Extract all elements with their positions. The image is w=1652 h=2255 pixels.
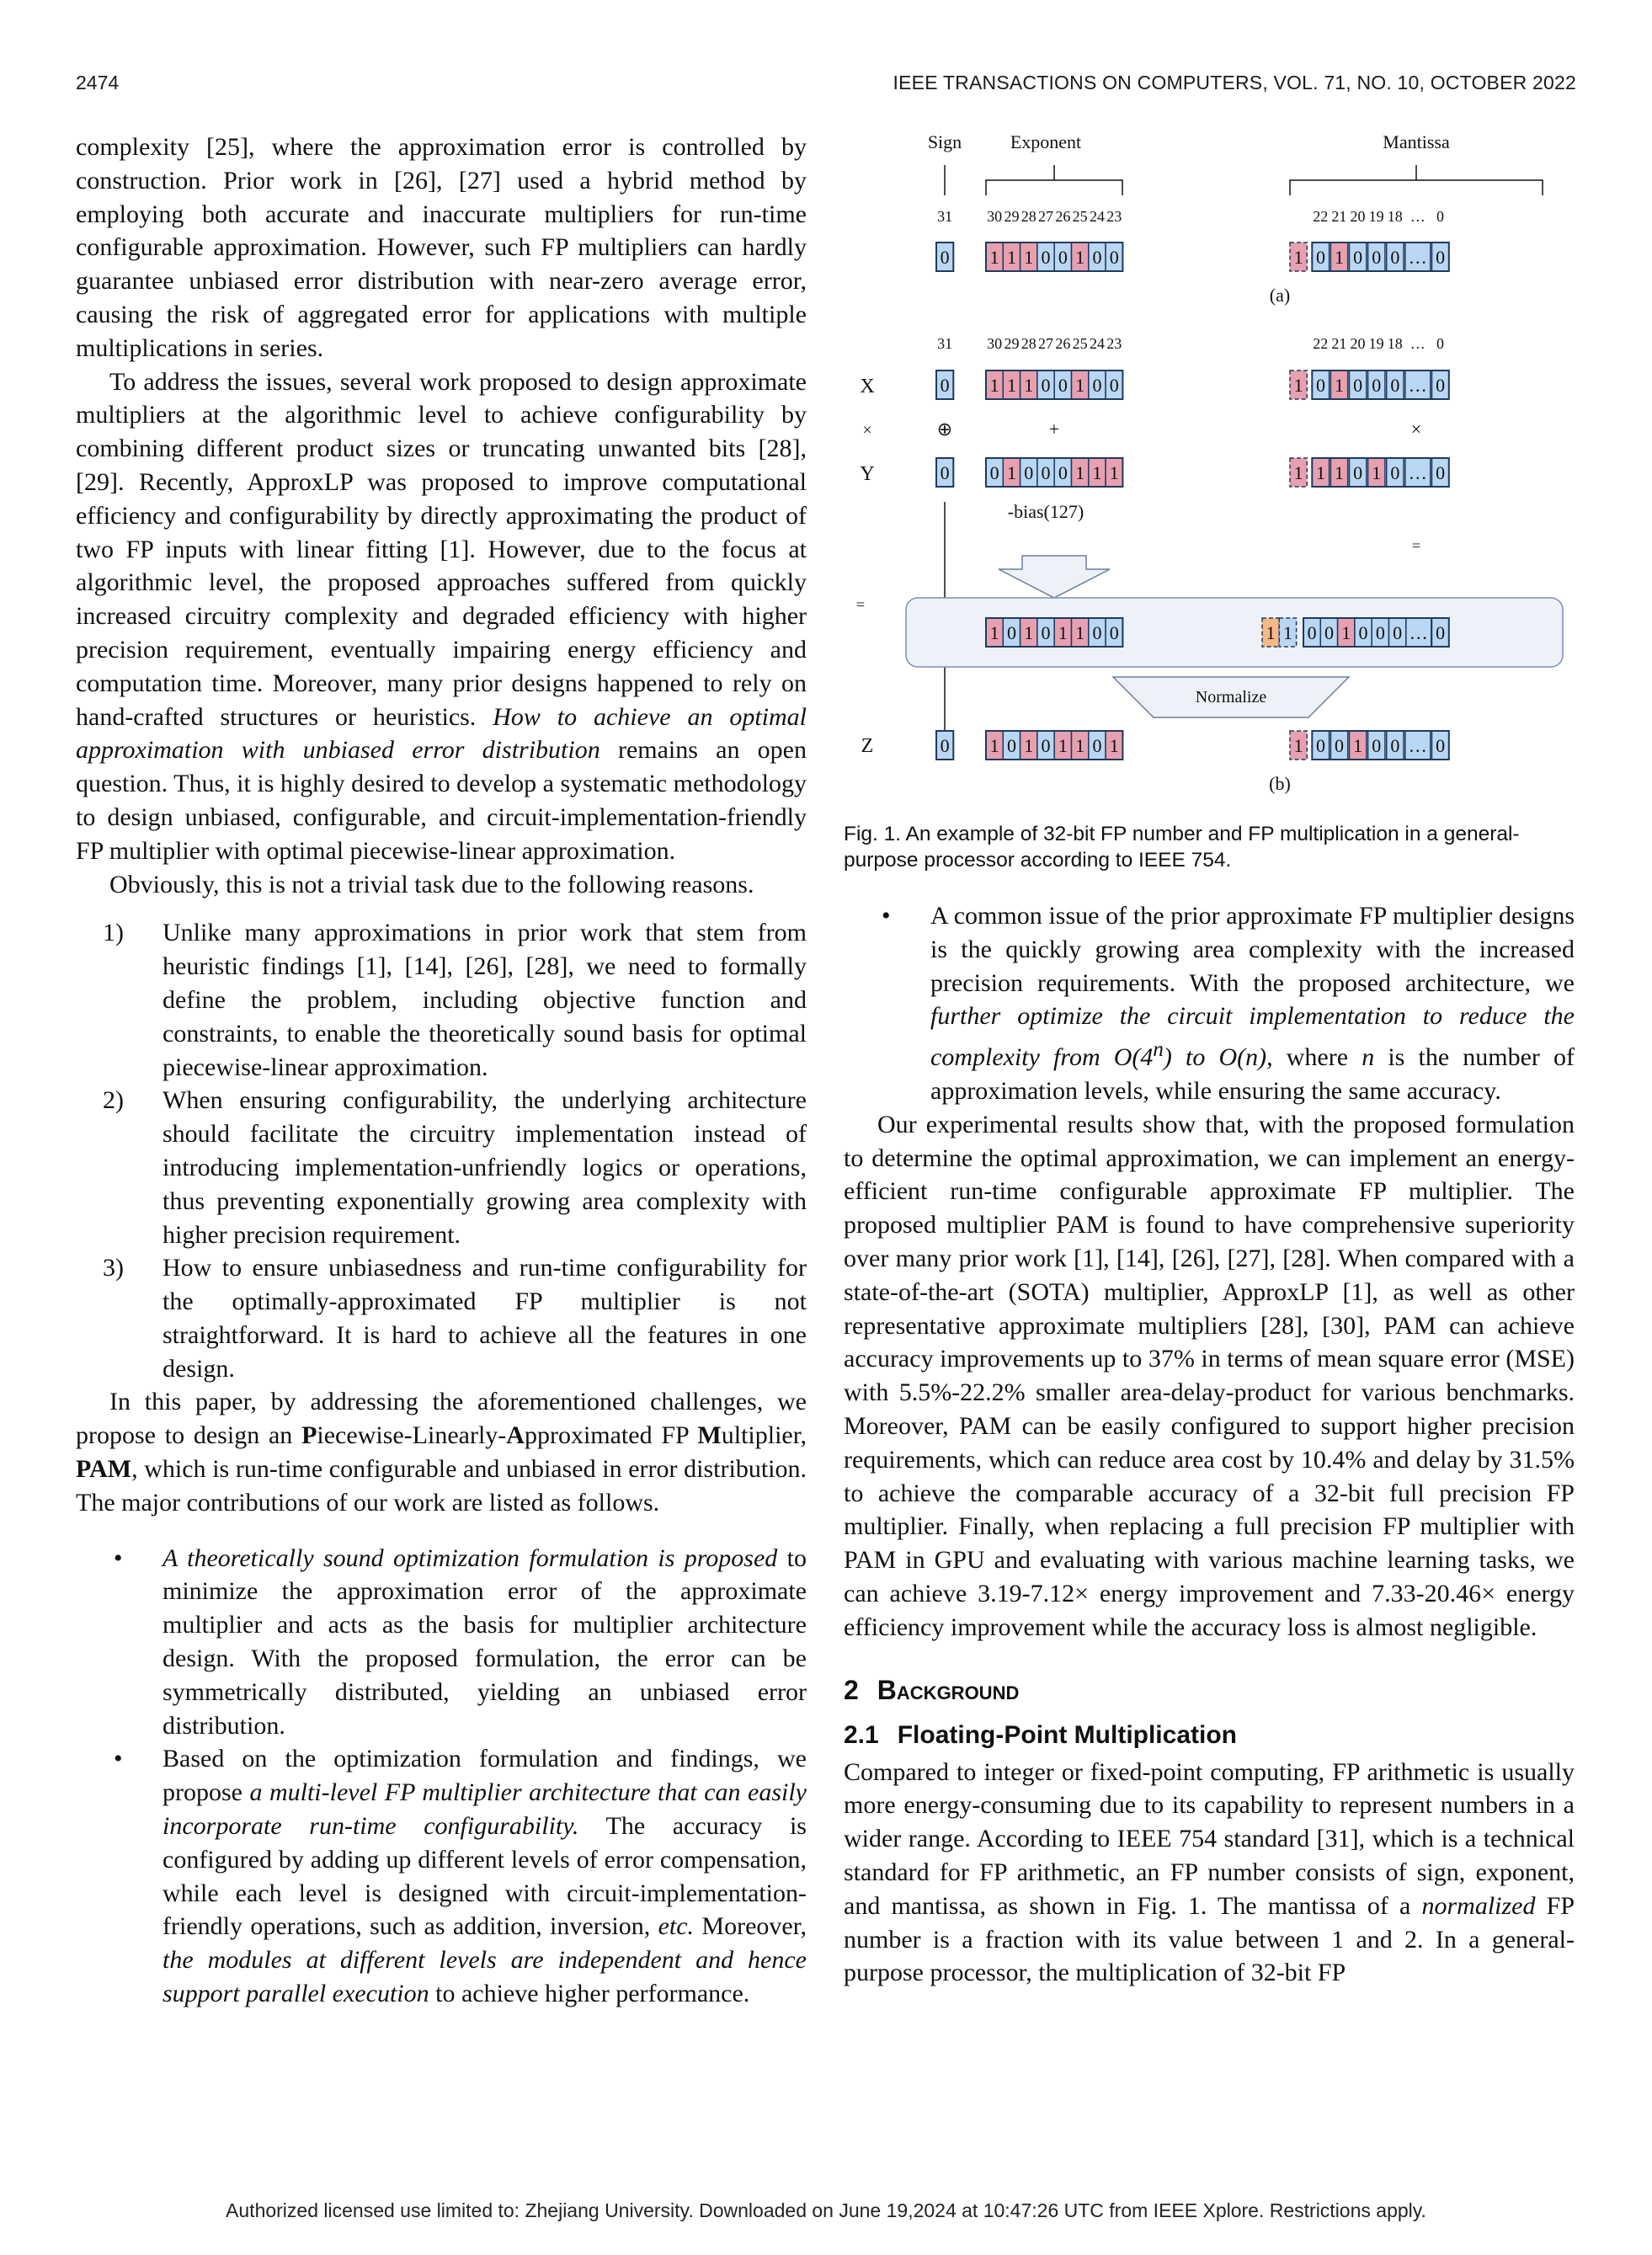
- man-bit-text: 1: [1372, 462, 1382, 483]
- left-column: [76, 131, 807, 2011]
- exp-bit-text: 1: [1075, 735, 1085, 756]
- bit-index: 23: [1106, 208, 1122, 225]
- bit-index: 29: [1004, 208, 1020, 225]
- bit-index: 20: [1350, 208, 1366, 225]
- bit-index: 25: [1072, 335, 1088, 352]
- exp-bit-text: 1: [1075, 247, 1085, 268]
- man-bit-text: 0: [1436, 622, 1446, 643]
- man-bit-text: 0: [1324, 622, 1334, 643]
- hidden-bit-text: 1: [1282, 622, 1292, 643]
- exp-bit-text: 0: [1006, 622, 1016, 643]
- bit-index: 27: [1038, 208, 1054, 225]
- exp-bit-text: 1: [1075, 462, 1085, 483]
- exp-bit-text: 0: [1041, 375, 1051, 396]
- list-item: 2) When ensuring configurability, the underlying architecture should facilitate the circuitry implementation instead of introducing implementation-unfriendly logics or operations, thus preventing exponentially growing area complexity with higher precision requirement.: [103, 1086, 807, 1249]
- page-number: 2474: [76, 72, 120, 93]
- bit-index: 28: [1021, 335, 1036, 352]
- sign-bit-text: 0: [940, 462, 950, 483]
- man-bit-text: 0: [1390, 462, 1400, 483]
- paragraph: To address the issues, several work proposed to design approximate multipliers at the algorithmic level to achieve configurability by combining different product sizes or truncating unwanted bits [28], [29]. Recently, ApproxLP was proposed to improve computational efficiency and configurability by directly approximating the product of two FP inputs with linear fitting [1]. However, due to the focus at algorithmic level, the proposed approaches suffered from quickly increased circuitry complexity and degraded efficiency with higher precision requirement, eventually impairing energy efficiency and computation time. Moreover, many prior designs happened to rely on hand-crafted structures or heuristics. How to achieve an optimal approximation with unbiased error distribution remains an open question. Thus, it is highly desired to develop a systematic methodology to design unbiased, configurable, and circuit-implementation-friendly FP multiplier with optimal piecewise-linear approximation.: [76, 367, 807, 865]
- man-bit-text: 0: [1390, 735, 1400, 756]
- man-bit-text: 0: [1353, 247, 1363, 268]
- paragraph: Compared to integer or fixed-point computing, FP arithmetic is usually more energy-consuming due to its capability to represent numbers in a wider range. According to IEEE 754 standard [31], which is a technical standard for FP arithmetic, an FP number consists of sign, exponent, and mantissa, as shown in Fig. 1. The mantissa of a normalized FP number is a fraction with its value between 1 and 2. In a general-purpose processor, the multiplication of 32-bit FP: [844, 1757, 1575, 1987]
- bit-index: 31: [937, 208, 953, 225]
- exp-bit-text: 1: [1092, 462, 1102, 483]
- exp-bit-text: 1: [1006, 462, 1016, 483]
- exp-bit-text: 0: [1041, 622, 1051, 643]
- man-bit-text: 0: [1375, 622, 1385, 643]
- man-bit-text: …: [1408, 247, 1427, 268]
- hidden-bit-text: 1: [1293, 247, 1303, 268]
- equals-left: =: [855, 596, 866, 613]
- bit-index: 21: [1331, 335, 1347, 352]
- man-bit-text: 0: [1390, 375, 1400, 396]
- man-bit-text: 0: [1436, 735, 1446, 756]
- bit-index: 21: [1331, 208, 1347, 225]
- hidden-bit-text: 1: [1293, 375, 1303, 396]
- man-bit-text: 1: [1335, 462, 1345, 483]
- exp-bit-text: 1: [989, 735, 999, 756]
- exp-bit-text: 1: [1006, 375, 1016, 396]
- sign-bit-text: 0: [940, 735, 950, 756]
- bit-index: 30: [987, 208, 1003, 225]
- exp-bit-text: 0: [1092, 247, 1102, 268]
- exp-bit-text: 1: [989, 375, 999, 396]
- exp-bit-text: 1: [1058, 735, 1068, 756]
- hidden-bit-text: 1: [1293, 462, 1303, 483]
- bit-index: 24: [1089, 335, 1105, 352]
- bit-index: …: [1410, 208, 1426, 225]
- man-bit-text: 0: [1390, 247, 1400, 268]
- bit-index: 19: [1368, 335, 1384, 352]
- sign-label: Sign: [927, 131, 962, 152]
- exp-bit-text: 0: [1109, 622, 1119, 643]
- exp-bit-text: 0: [1092, 735, 1102, 756]
- man-bit-text: 0: [1358, 622, 1368, 643]
- bit-index: 22: [1313, 208, 1329, 225]
- bit-index: 22: [1313, 335, 1329, 352]
- list-item: • Based on the optimization formulation and findings, we propose a multi-level FP multiplier architecture that can easily incorporate run-time configurability. The accuracy is configured by adding up different levels of error compensation, while each level is designed with circuit-implementation-friendly operations, such as addition, inversion, etc. Moreover, the modules at different levels are independent and hence support parallel execution to achieve higher performance.: [114, 1745, 807, 2008]
- paragraph: complexity [25], where the approximation error is controlled by construction. Prior work in [26], [27] used a hybrid method by employing both accurate and inaccurate multipliers for run-time configurable approximation. However, such FP multipliers can hardly guarantee unbiased error distribution with near-zero average error, causing the risk of aggregated error for applications with multiple multiplications in series.: [76, 133, 807, 362]
- op-multiply-label: ×: [862, 421, 872, 440]
- man-bit-text: …: [1409, 622, 1428, 643]
- exp-bit-text: 1: [989, 622, 999, 643]
- exp-bit-text: 1: [1024, 735, 1034, 756]
- man-bit-text: 0: [1372, 375, 1382, 396]
- mantissa-brace: [1290, 165, 1543, 195]
- exp-bit-text: 1: [989, 247, 999, 268]
- exp-bit-text: 0: [1041, 462, 1051, 483]
- bit-index: 23: [1106, 335, 1122, 352]
- section-heading: 2 Background: [844, 1674, 1020, 1705]
- bit-index: 24: [1089, 208, 1105, 225]
- normalize-label: Normalize: [1195, 688, 1267, 706]
- bit-index: 31: [937, 335, 953, 352]
- row-label-x: X: [860, 376, 875, 397]
- exp-bit-text: 1: [1024, 622, 1034, 643]
- bit-index: 27: [1038, 335, 1054, 352]
- bit-index: 28: [1021, 208, 1036, 225]
- exp-bit-text: 0: [1041, 247, 1051, 268]
- exp-bit-text: 1: [1024, 247, 1034, 268]
- exp-bit-text: 0: [1058, 462, 1068, 483]
- man-bit-text: 0: [1436, 247, 1446, 268]
- journal-header: IEEE TRANSACTIONS ON COMPUTERS, VOL. 71, NO. 10, OCTOBER 2022: [893, 72, 1576, 93]
- bit-index: 25: [1072, 208, 1088, 225]
- man-bit-text: 0: [1307, 622, 1317, 643]
- bit-index: 30: [987, 335, 1003, 352]
- bit-index: 26: [1055, 208, 1071, 225]
- bit-index: …: [1410, 335, 1426, 352]
- sign-bit-text: 0: [940, 247, 950, 268]
- op-plus: +: [1048, 418, 1060, 440]
- exp-bit-text: 0: [1109, 375, 1119, 396]
- paragraph: In this paper, by addressing the aforementioned challenges, we propose to design an Piecewise-Linearly-Approximated FP Multiplier, PAM, which is run-time configurable and unbiased in error distribution. The major contributions of our work are listed as follows.: [76, 1388, 807, 1517]
- bit-index: 18: [1387, 335, 1403, 352]
- op-xor: ⊕: [936, 418, 953, 440]
- exp-bit-text: 1: [1058, 622, 1068, 643]
- man-bit-text: 0: [1436, 375, 1446, 396]
- bit-index: 29: [1004, 335, 1020, 352]
- exp-bit-text: 0: [1109, 247, 1119, 268]
- man-bit-text: 1: [1335, 375, 1345, 396]
- list-item: 3) How to ensure unbiasedness and run-time configurability for the optimally-approximated FP multiplier is not straightforward. It is hard to achieve all the features in one design.: [103, 1254, 807, 1383]
- right-column: [844, 899, 1575, 1990]
- bit-index: 20: [1350, 335, 1366, 352]
- arrow-down: [999, 556, 1110, 598]
- figure-1: [844, 118, 1575, 808]
- man-bit-text: …: [1408, 375, 1427, 396]
- exp-bit-text: 1: [1075, 375, 1085, 396]
- exp-bit-text: 0: [1006, 735, 1016, 756]
- man-bit-text: 0: [1315, 247, 1325, 268]
- man-bit-text: 0: [1335, 735, 1345, 756]
- man-bit-text: 1: [1341, 622, 1351, 643]
- exp-bit-text: 0: [1092, 622, 1102, 643]
- hidden-bit-text: 1: [1293, 735, 1303, 756]
- subsection-heading: 2.1 Floating-Point Multiplication: [844, 1720, 1237, 1749]
- man-bit-text: 0: [1315, 375, 1325, 396]
- bit-index: 0: [1436, 208, 1444, 225]
- bit-index: 19: [1368, 208, 1384, 225]
- list-item: • A theoretically sound optimization formulation is proposed to minimize the approximation error of the approximate multiplier and acts as the basis for multiplier architecture design. With the proposed formulation, the error can be symmetrically distributed, yielding an unbiased error distribution.: [114, 1543, 807, 1740]
- man-bit-text: 1: [1353, 735, 1363, 756]
- paragraph: Our experimental results show that, with the proposed formulation to determine the optimal approximation, we can implement an energy-efficient run-time configurable approximate FP multiplier. The proposed multiplier PAM is found to have comprehensive superiority over many prior work [1], [14], [26], [27], [28]. When compared with a state-of-the-art (SOTA) multiplier, ApproxLP [1], as well as other representative approximate multipliers [28], [30], PAM can achieve accuracy improvements up to 37% in terms of mean square error (MSE) with 5.5%-22.2% smaller area-delay-product for various benchmarks. Moreover, PAM can be easily configured to support higher precision requirements, which can reduce area cost by 10.4% and delay by 31.5% to achieve the comparable accuracy of a 32-bit full precision FP multiplier. Finally, when replacing a full precision FP multiplier with PAM in GPU and evaluating with various machine learning tasks, we can achieve 3.19-7.12× energy improvement and 7.33-20.46× energy efficiency improvement while the accuracy loss is almost negligible.: [844, 1110, 1575, 1641]
- man-bit-text: 0: [1353, 375, 1363, 396]
- list-item: 1) Unlike many approximations in prior work that stem from heuristic findings [1], [14], [26], [28], we need to formally define the problem, including objective function and constraints, to enable the theoretically sound basis for optimal piecewise-linear approximation.: [103, 919, 807, 1081]
- subfigure-label-a: (a): [1269, 285, 1291, 306]
- man-bit-text: 1: [1315, 462, 1325, 483]
- row-label-y: Y: [860, 463, 875, 485]
- carry-bit-text: 1: [1266, 622, 1276, 643]
- exp-bit-text: 1: [1109, 735, 1119, 756]
- figure-caption: Fig. 1. An example of 32-bit FP number and FP multiplication in a general-purpose processor according to IEEE 754.: [844, 823, 1520, 872]
- paragraph: Obviously, this is not a trivial task due to the following reasons.: [109, 870, 754, 898]
- row-label-z: Z: [861, 735, 874, 757]
- man-bit-text: 0: [1393, 622, 1403, 643]
- op-times: ×: [1410, 418, 1422, 440]
- man-bit-text: 0: [1353, 462, 1363, 483]
- man-bit-text: 0: [1436, 462, 1446, 483]
- exp-bit-text: 1: [1006, 247, 1016, 268]
- exp-bit-text: 0: [1092, 375, 1102, 396]
- man-bit-text: 0: [1315, 735, 1325, 756]
- equals-right: =: [1411, 537, 1421, 554]
- sign-bit-text: 0: [940, 375, 950, 396]
- list-item: • A common issue of the prior approximate FP multiplier designs is the quickly growing area complexity with the increased precision requirements. With the proposed architecture, we further optimize the circuit implementation to reduce the complexity from O(4$^n$) to O(n), where n is the number of approximation levels, while ensuring the same accuracy.: [882, 902, 1575, 1105]
- exp-bit-text: 0: [1024, 462, 1034, 483]
- bit-index: 0: [1436, 335, 1444, 352]
- exponent-brace: [986, 165, 1122, 195]
- man-bit-text: …: [1408, 462, 1427, 483]
- exp-bit-text: 0: [1041, 735, 1051, 756]
- exp-bit-text: 1: [1109, 462, 1119, 483]
- bias-label: -bias(127): [1007, 501, 1084, 522]
- exp-bit-text: 0: [1058, 247, 1068, 268]
- bit-index: 26: [1055, 335, 1071, 352]
- exponent-label: Exponent: [1010, 131, 1082, 152]
- man-bit-text: …: [1408, 735, 1427, 756]
- exp-bit-text: 0: [1058, 375, 1068, 396]
- subfigure-label-b: (b): [1269, 773, 1291, 794]
- license-footer: Authorized licensed use limited to: Zhejiang University. Downloaded on June 19,2024 at 10:47:26 UTC from IEEE Xplore. Restrictions apply.: [226, 2199, 1426, 2221]
- bit-index: 18: [1387, 208, 1403, 225]
- exp-bit-text: 0: [989, 462, 999, 483]
- mantissa-label: Mantissa: [1383, 131, 1450, 152]
- man-bit-text: 1: [1335, 247, 1345, 268]
- man-bit-text: 0: [1372, 735, 1382, 756]
- exp-bit-text: 1: [1075, 622, 1085, 643]
- exp-bit-text: 1: [1024, 375, 1034, 396]
- man-bit-text: 0: [1372, 247, 1382, 268]
